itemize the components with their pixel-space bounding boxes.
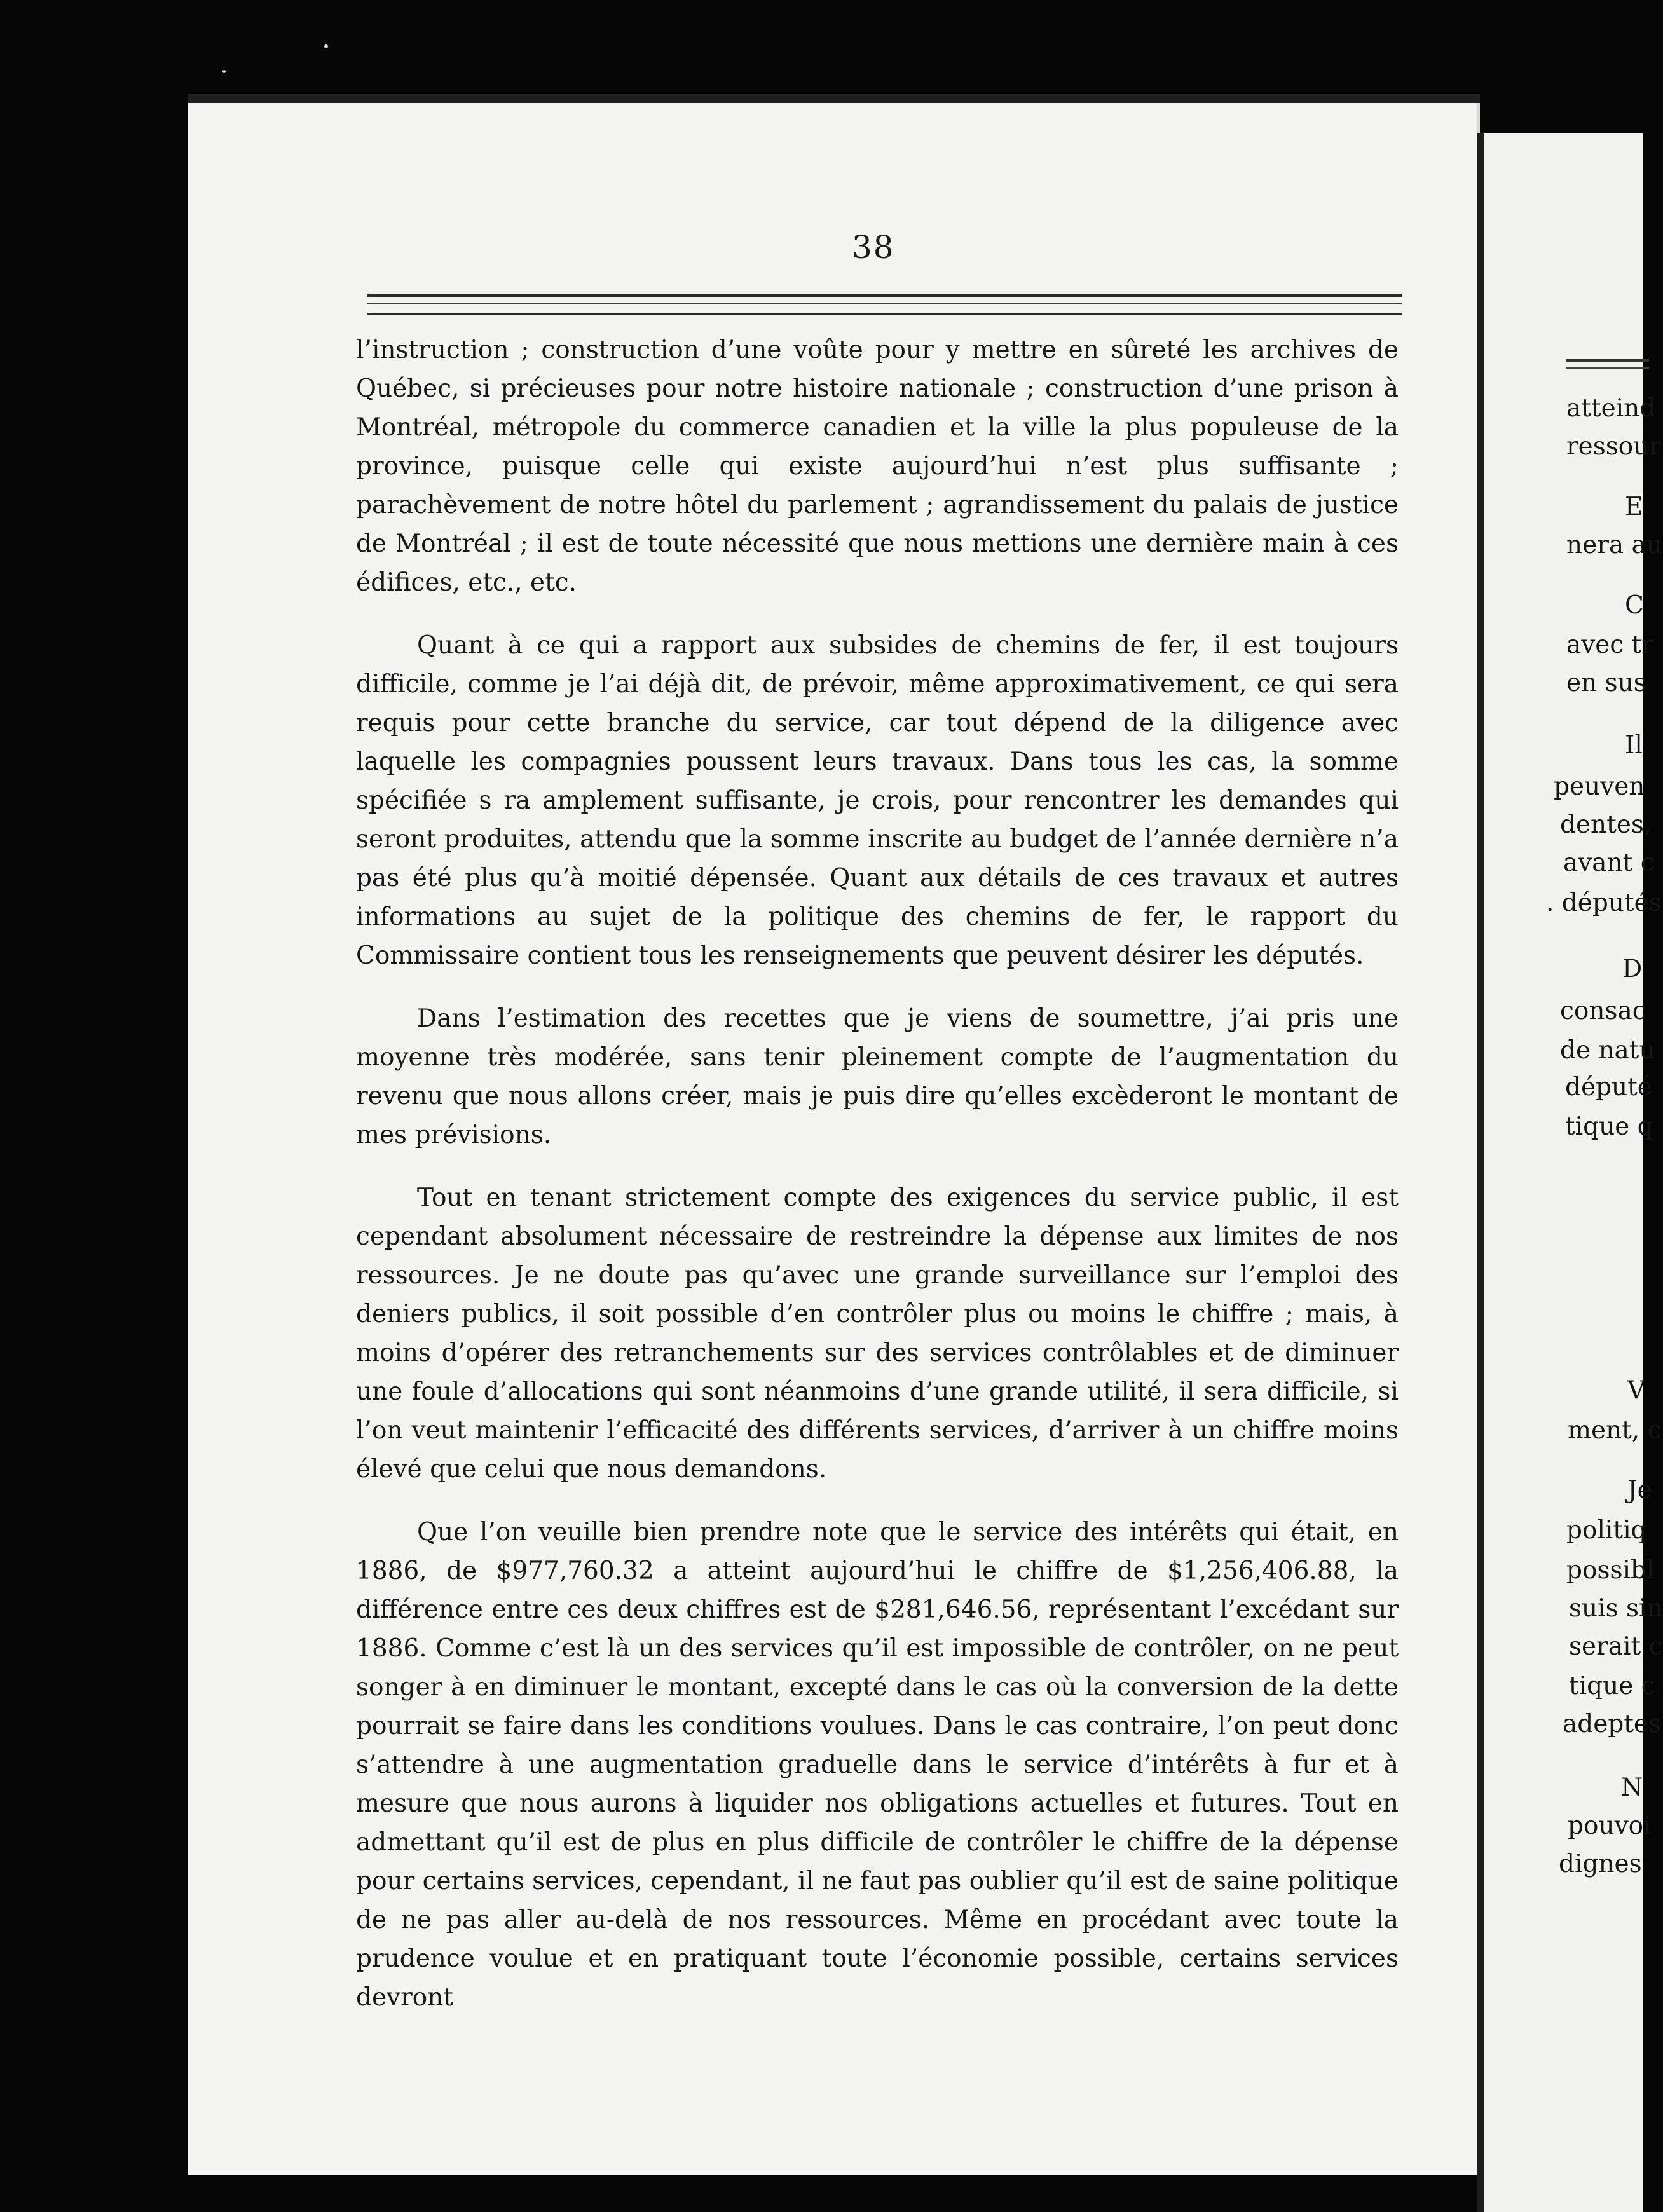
header-rule-lower — [367, 313, 1402, 315]
facing-page-fragment: dentes, — [1560, 810, 1652, 839]
book-spine — [1477, 133, 1484, 2212]
facing-page-fragment: député — [1565, 1073, 1652, 1102]
paragraph: l’instruction ; construction d’une voûte pour y mettre en sûreté les archives de Québec, si précieuses pour notre histoire nationale ; construction d’une prison à Montréal, métropole du commerce canadien et la ville la plus populeuse de la province, puisque celle qui existe aujourd’hui n’est plus suffisante ; parachèvement de notre hôtel du parlement ; agrandissement du palais de justice de Montréal ; il est de toute nécessité que nous mettions une dernière main à ces édifices, etc., etc. — [356, 336, 1399, 597]
facing-page-fragment: C — [1625, 591, 1644, 620]
facing-page-rule — [1566, 359, 1649, 362]
body-text — [356, 331, 1399, 2041]
paragraph: Quant à ce qui a rapport aux subsides de chemins de fer, il est toujours difficile, comme je l’ai déjà dit, de prévoir, même approximativement, ce qui sera requis pour cette branche du service, car tout dépend de la diligence avec laquelle les compagnies poussent leurs travaux. Dans tous les cas, la somme spécifiée s ra amplement suffisante, je crois, pour rencontrer les demandes qui seront produites, attendu que la somme inscrite au budget de l’année dernière n’a pas été plus qu’à moitié dépensée. Quant aux détails de ces travaux et autres informations au sujet de la politique des chemins de fer, le rapport du Commissaire contient tous les renseignements que peuvent désirer les députés. — [356, 631, 1399, 970]
facing-page-rule-thin — [1566, 367, 1649, 369]
facing-page-fragment: possibl — [1566, 1556, 1655, 1585]
facing-page-fragment: tique q — [1565, 1112, 1653, 1141]
facing-page-fragment: V — [1627, 1376, 1646, 1405]
dust-speck — [222, 70, 226, 73]
facing-page-fragment: nera au — [1566, 531, 1662, 559]
facing-page-fragment: avant c — [1563, 849, 1655, 877]
page-number: 38 — [852, 229, 895, 266]
facing-page-fragment: Il — [1625, 731, 1643, 760]
facing-page-fragment: adeptes — [1563, 1710, 1662, 1738]
facing-page-fragment: ressour — [1566, 432, 1661, 461]
facing-page-fragment: serait c — [1569, 1632, 1663, 1661]
facing-page-fragment: politiq — [1566, 1516, 1647, 1545]
facing-page-fragment: suis sin — [1569, 1594, 1663, 1623]
facing-page-fragment: dignes — [1559, 1850, 1642, 1878]
facing-page-fragment: de natu — [1560, 1036, 1655, 1065]
paragraph: Que l’on veuille bien prendre note que le service des intérêts qui était, en 1886, de $977,760.32 a atteint aujourd’hui le chiffre de $1,256,406.88, la différence entre ces deux chiffres est de $281,646.56, représentant l’excédant sur 1886. Comme c’est là un des services qu’il est impossible de contrôler, on ne peut songer à en diminuer le montant, excepté dans le cas où la conversion de la dette pourrait se faire dans les conditions voulues. Dans le cas contraire, l’on peut donc s’attendre à une augmentation graduelle dans le service d’intérêts à fur et à mesure que nous aurons à liquider nos obligations actuelles et futures. Tout en admettant qu’il est de plus en plus difficile de contrôler le chiffre de la dépense pour certains services, cependant, il ne faut pas oublier qu’il est de saine politique de ne pas aller au-delà de nos ressources. Même en procédant avec toute la prudence voulue et en pratiquant toute l’économie possible, certains services devront — [356, 1518, 1399, 2012]
facing-page-fragment: consac — [1560, 997, 1646, 1025]
facing-page-fragment: en sus — [1566, 669, 1646, 697]
facing-page-fragment: Je — [1627, 1476, 1652, 1505]
facing-page — [1484, 133, 1663, 2212]
facing-page-fragment: avec tr — [1566, 631, 1653, 659]
header-rule-thick — [367, 294, 1402, 297]
facing-page-fragment: N — [1621, 1773, 1643, 1802]
facing-page-fragment: atteind — [1566, 394, 1656, 423]
header-rule-thin — [367, 303, 1402, 304]
facing-page-fragment: peuven — [1554, 772, 1645, 801]
paragraph: Tout en tenant strictement compte des exigences du service public, il est cependant absolument nécessaire de restreindre la dépense aux limites de nos ressources. Je ne doute pas qu’avec une grande surveillance sur l’emploi des deniers publics, il soit possible d’en contrôler plus ou moins le chiffre ; mais, à moins d’opérer des retranchements sur des services contrôlables et de diminuer une foule d’allocations qui sont néanmoins d’une grande utilité, il sera difficile, si l’on veut maintenir l’efficacité des différents services, d’arriver à un chiffre moins élevé que celui que nous demandons. — [356, 1184, 1399, 1484]
facing-page-fragment: pouvoi — [1568, 1812, 1652, 1840]
facing-page-fragment: E — [1625, 493, 1643, 521]
dust-speck — [324, 44, 328, 48]
facing-page-fragment: . députés — [1546, 889, 1662, 917]
facing-page-fragment: ment, c — [1568, 1416, 1662, 1445]
facing-page-fragment: tique c — [1569, 1672, 1655, 1700]
paragraph: Dans l’estimation des recettes que je viens de soumettre, j’ai pris une moyenne très modérée, sans tenir pleinement compte de l’augmentation du revenu que nous allons créer, mais je puis dire qu’elles excèderont le montant de mes prévisions. — [356, 1004, 1399, 1149]
facing-page-fragment: D — [1622, 955, 1643, 983]
